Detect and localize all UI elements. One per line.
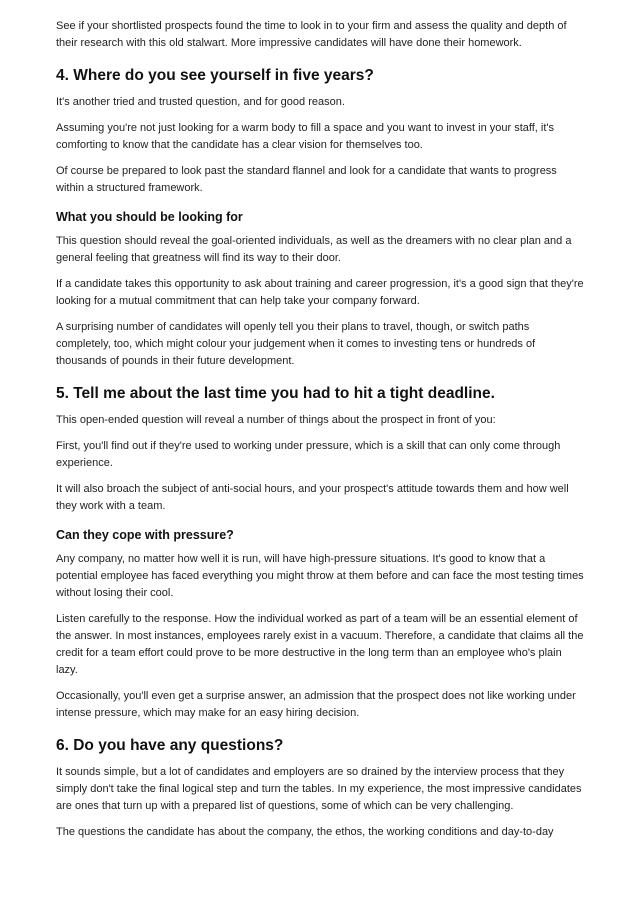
section-heading-q5: 5. Tell me about the last time you had to hit a tight deadline. <box>56 385 495 402</box>
q6-paragraph-1: It sounds simple, but a lot of candidates and employers are so drained by the interview process that they simply don't take the final logical step and turn the tables. In my experience, the most impressive candidates are ones that turn up with a prepared list of questions, some of which can be very challenging. <box>56 766 582 812</box>
q6-paragraph-2: The questions the candidate has about the company, the ethos, the working conditions and day-to-day <box>56 826 554 838</box>
q4-paragraph-6: A surprising number of candidates will openly tell you their plans to travel, though, or switch paths completely, too, which might colour your judgement when it comes to investing tens or hundreds of thousands of pounds in their future development. <box>56 321 536 367</box>
section-heading-q6: 6. Do you have any questions? <box>56 737 284 754</box>
q5-paragraph-3: It will also broach the subject of anti-social hours, and your prospect's attitude towards them and how well they work with a team. <box>56 483 569 512</box>
q4-paragraph-2: Assuming you're not just looking for a warm body to fill a space and you want to invest in your staff, it's comforting to know that the candidate has a clear vision for themselves too. <box>56 122 555 151</box>
q5-paragraph-6: Occasionally, you'll even get a surprise answer, an admission that the prospect does not like working under intense pressure, which may make for an easy hiring decision. <box>56 690 576 719</box>
q5-subheading: Can they cope with pressure? <box>56 528 234 542</box>
q5-paragraph-1: This open-ended question will reveal a number of things about the prospect in front of you: <box>56 414 496 426</box>
intro-paragraph: See if your shortlisted prospects found the time to look in to your firm and assess the quality and depth of their research with this old stalwart. More impressive candidates will have done their homework. <box>56 20 567 49</box>
q4-paragraph-5: If a candidate takes this opportunity to ask about training and career progression, it's a good sign that they're looking for a mutual commitment that can help take your company forward. <box>56 278 584 307</box>
q4-paragraph-3: Of course be prepared to look past the standard flannel and look for a candidate that wants to progress within a structured framework. <box>56 165 557 194</box>
q5-paragraph-5: Listen carefully to the response. How the individual worked as part of a team will be an essential element of the answer. In most instances, employees rarely exist in a vacuum. Therefore, a candidate that claims all the credit for a team effort could prove to be more destructive in the long term than an employee who's plain lazy. <box>56 613 584 676</box>
q5-paragraph-4: Any company, no matter how well it is run, will have high-pressure situations. It's good to know that a potential employee has faced everything you might throw at them before and can face the most testing times without losing their cool. <box>56 553 584 599</box>
q5-paragraph-2: First, you'll find out if they're used to working under pressure, which is a skill that can only come through experience. <box>56 440 561 469</box>
q4-subheading: What you should be looking for <box>56 210 243 224</box>
section-heading-q4: 4. Where do you see yourself in five years? <box>56 67 374 84</box>
document-page <box>56 18 584 850</box>
q4-paragraph-1: It's another tried and trusted question, and for good reason. <box>56 96 345 108</box>
q4-paragraph-4: This question should reveal the goal-oriented individuals, as well as the dreamers with no clear plan and a general feeling that greatness will find its way to their door. <box>56 235 572 264</box>
